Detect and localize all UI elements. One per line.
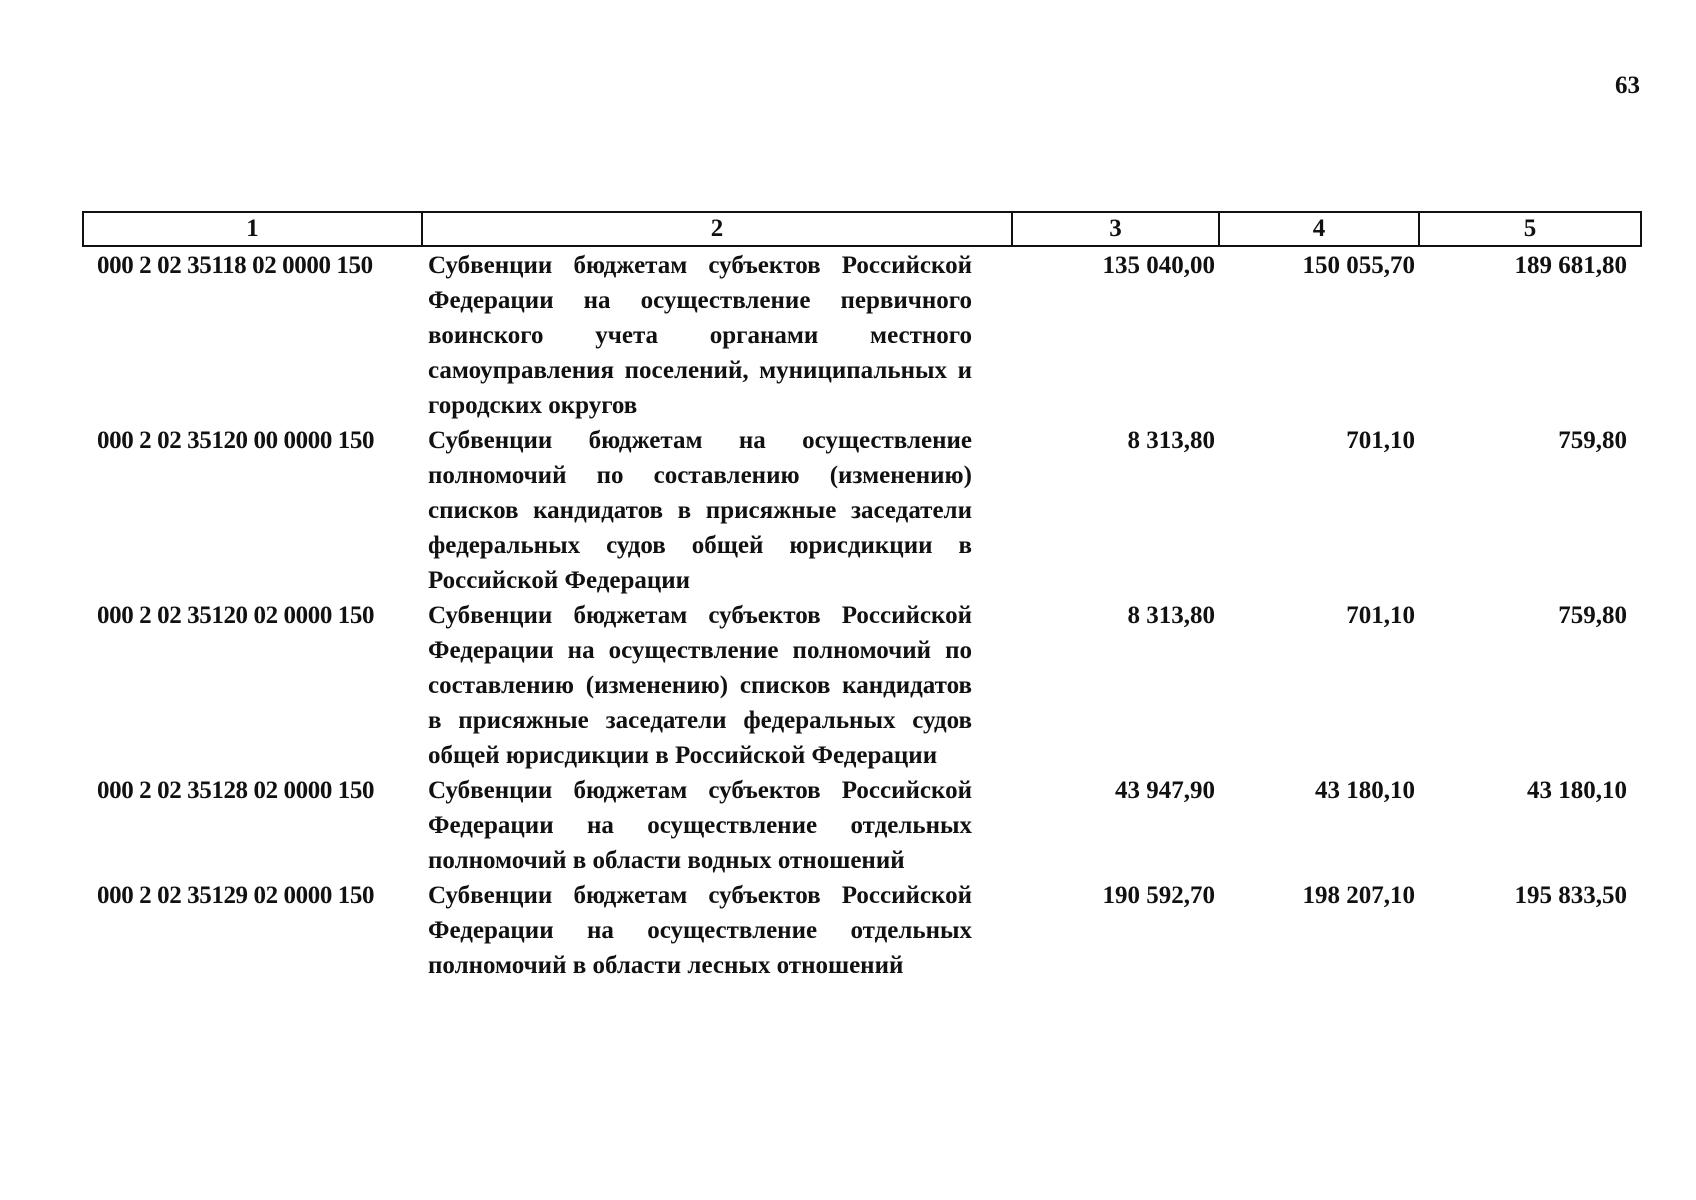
column-header-2: 2 <box>422 212 1012 246</box>
budget-code: 000 2 02 35129 02 0000 150 <box>97 882 375 909</box>
table-row <box>83 878 1641 983</box>
amount-col4: 150 055,70 <box>1302 252 1415 279</box>
budget-table <box>82 211 1642 983</box>
row-description: Субвенции бюджетам на осуществление полномочий по составлению (изменению) списков кандидатов в присяжные заседатели федеральных судов общей юрисдикции в Российской Федерации <box>428 427 972 594</box>
row-description: Субвенции бюджетам субъектов Российской Федерации на осуществление полномочий по составлению (изменению) списков кандидатов в присяжные заседатели федеральных судов общей юрисдикции в Российской Федерации <box>428 602 972 769</box>
amount-col3: 43 947,90 <box>1115 777 1215 804</box>
header-row <box>83 212 1641 246</box>
amount-col3: 8 313,80 <box>1127 602 1215 629</box>
budget-code: 000 2 02 35118 02 0000 150 <box>97 252 373 279</box>
amount-col5: 759,80 <box>1558 602 1627 629</box>
amount-col3: 135 040,00 <box>1102 252 1215 279</box>
amount-col4: 198 207,10 <box>1302 882 1415 909</box>
row-description: Субвенции бюджетам субъектов Российской Федерации на осуществление первичного воинского учета органами местного самоуправления поселений, муниципальных и городских округов <box>428 252 972 419</box>
column-header-4: 4 <box>1219 212 1419 246</box>
amount-col3: 190 592,70 <box>1102 882 1215 909</box>
amount-col5: 189 681,80 <box>1514 252 1627 279</box>
amount-col4: 43 180,10 <box>1315 777 1415 804</box>
row-description: Субвенции бюджетам субъектов Российской Федерации на осуществление отдельных полномочий в области лесных отношений <box>428 882 972 979</box>
table-row <box>83 246 1641 423</box>
table-row <box>83 773 1641 878</box>
amount-col5: 759,80 <box>1558 427 1627 454</box>
amount-col3: 8 313,80 <box>1127 427 1215 454</box>
budget-code: 000 2 02 35120 02 0000 150 <box>97 602 375 629</box>
budget-code: 000 2 02 35120 00 0000 150 <box>97 427 375 454</box>
amount-col5: 195 833,50 <box>1514 882 1627 909</box>
table-row <box>83 598 1641 773</box>
column-header-3: 3 <box>1012 212 1219 246</box>
amount-col4: 701,10 <box>1346 427 1415 454</box>
row-description: Субвенции бюджетам субъектов Российской Федерации на осуществление отдельных полномочий в области водных отношений <box>428 777 972 874</box>
page-number: 63 <box>1615 72 1640 99</box>
amount-col4: 701,10 <box>1346 602 1415 629</box>
amount-col5: 43 180,10 <box>1527 777 1627 804</box>
column-header-1: 1 <box>83 212 422 246</box>
column-header-5: 5 <box>1419 212 1641 246</box>
budget-code: 000 2 02 35128 02 0000 150 <box>97 777 375 804</box>
table-row <box>83 423 1641 598</box>
